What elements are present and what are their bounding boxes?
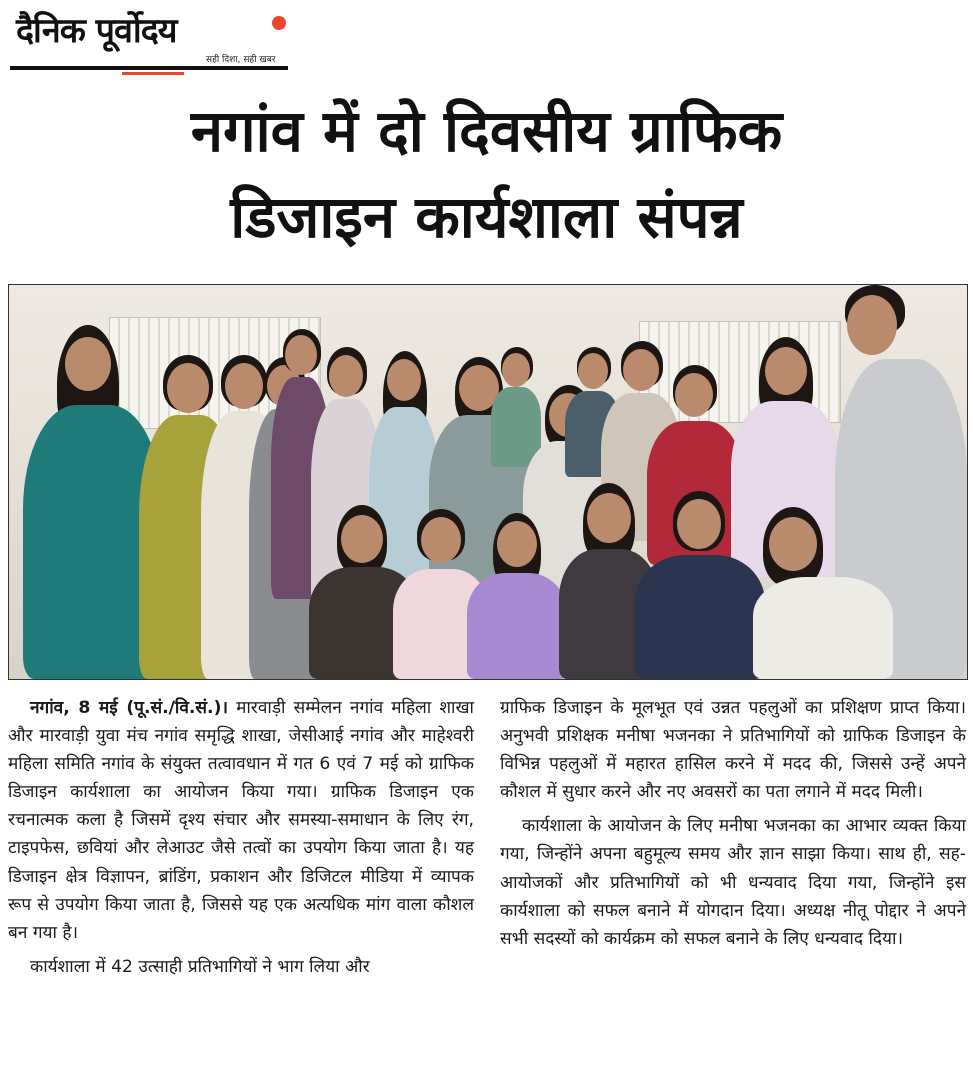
person-seated bbox=[635, 491, 765, 679]
masthead bbox=[10, 6, 290, 74]
article-paragraph: ग्राफिक डिजाइन के मूलभूत एवं उन्नत पहलुओं का प्रशिक्षण प्राप्त किया। अनुभवी प्रशिक्षक मनीषा भजनका ने प्रतिभागियों को ग्राफिक डिजाइन के विभिन्न पहलुओं में महारत हासिल करने में मदद की, जिससे उन्हें अपने कौशल में सुधार करने और नए अवसरों का पता लगाने में मदद मिली। bbox=[500, 698, 966, 803]
article-paragraph bbox=[8, 694, 474, 947]
article-paragraph: कार्यशाला के आयोजन के लिए मनीषा भजनका का आभार व्यक्त किया गया, जिन्होंने अपना बहुमूल्य समय और ज्ञान साझा किया। साथ ही, सह-आयोजकों और प्रतिभागियों को भी धन्यवाद दिया गया, जिन्होंने इस कार्यशाला को सफल बनाने में योगदान दिया। अध्यक्ष नीतू पोद्दार ने अपने सभी सदस्यों को कार्यक्रम को सफल बनाने के लिए धन्यवाद दिया। bbox=[500, 816, 966, 949]
logo-dot-icon bbox=[272, 16, 286, 30]
newspaper-logo: दैनिक पूर्वोदय bbox=[16, 11, 177, 51]
group-photo bbox=[8, 284, 968, 680]
headline-line-1: नगांव में दो दिवसीय ग्राफिक bbox=[190, 97, 783, 165]
article-paragraph: कार्यशाला में 42 उत्साही प्रतिभागियों ने भाग लिया और bbox=[30, 956, 370, 977]
dateline: नगांव, 8 मई (पू.सं./वि.सं.)। bbox=[30, 698, 228, 718]
article-headline bbox=[0, 88, 973, 260]
headline-line-2: डिजाइन कार्यशाला संपन्न bbox=[230, 183, 743, 251]
person-seated bbox=[753, 507, 893, 679]
article-column-2 bbox=[500, 694, 966, 953]
newspaper-tagline: सही दिशा, सही खबर bbox=[206, 55, 276, 65]
paragraph-text: मारवाड़ी सम्मेलन नगांव महिला शाखा और मारवाड़ी युवा मंच नगांव समृद्धि शाखा, जेसीआई नगांव और माहेश्वरी महिला समिति नगांव के संयुक्त तत्वावधान में गत 6 एवं 7 मई को ग्राफिक डिजाइन कार्यशाला का आयोजन किया गया। ग्राफिक डिजाइन एक रचनात्मक कला है जिसमें दृश्य संचार और समस्या-समाधान के लिए रंग, टाइपफेस, छवियां और लेआउट जैसे तत्वों का उपयोग किया जाता है। यह डिजाइन क्षेत्र विज्ञापन, ब्रांडिंग, प्रकाशन और डिजिटल मीडिया में व्यापक रूप से उपयोग किया जाता है, जिससे यह एक अत्यधिक मांग वाला कौशल बन गया है। bbox=[8, 698, 474, 943]
masthead-accent-rule bbox=[122, 72, 184, 75]
person-seated bbox=[467, 513, 567, 679]
masthead-rule bbox=[10, 66, 288, 70]
article-column-1 bbox=[8, 694, 474, 981]
